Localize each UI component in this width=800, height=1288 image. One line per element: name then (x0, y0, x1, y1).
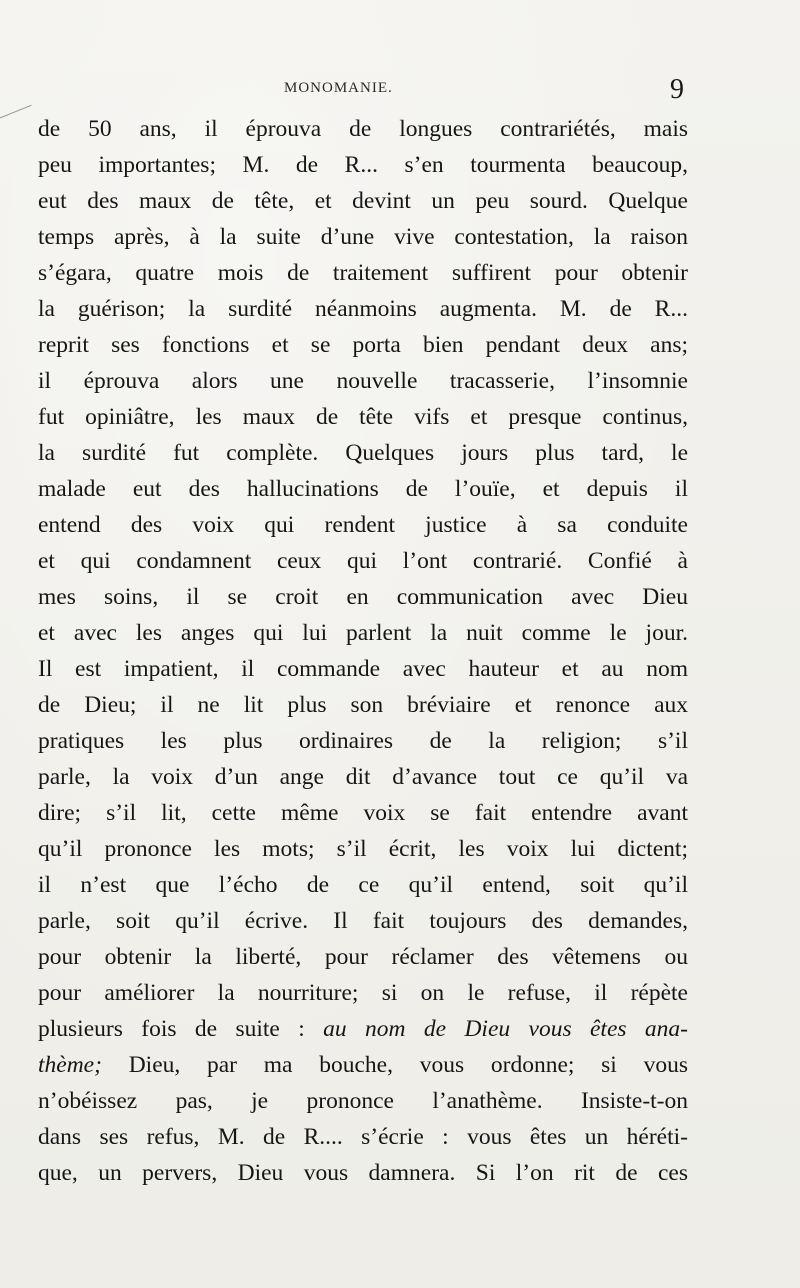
text-line: Il est impatient, il commande avec hauteur et au nom (38, 656, 688, 682)
body-text (38, 111, 688, 1191)
text-line: parle, la voix d’un ange dit d’avance tout ce qu’il va (38, 764, 688, 790)
text-line: de Dieu; il ne lit plus son bréviaire et renonce aux (38, 692, 688, 718)
italic-quote: thème; (38, 1052, 102, 1078)
text-line: dans ses refus, M. de R.... s’écrie : vous êtes un héréti- (38, 1124, 688, 1150)
text-line: eut des maux de tête, et devint un peu sourd. Quelque (38, 188, 688, 214)
text-run: plusieurs fois de suite : (38, 1016, 324, 1042)
text-line: la guérison; la surdité néanmoins augmenta. M. de R... (38, 296, 688, 322)
text-line: pratiques les plus ordinaires de la religion; s’il (38, 728, 688, 754)
text-line: reprit ses fonctions et se porta bien pendant deux ans; (38, 332, 688, 358)
text-line-italic-quote (38, 1011, 688, 1047)
margin-mark (0, 105, 42, 145)
page-header (38, 76, 688, 110)
text-line: malade eut des hallucinations de l’ouïe, et depuis il (38, 476, 688, 502)
text-line: pour améliorer la nourriture; si on le refuse, il répète (38, 980, 688, 1006)
text-line: mes soins, il se croit en communication avec Dieu (38, 584, 688, 610)
text-line: n’obéissez pas, je prononce l’anathème. Insiste-t-on (38, 1088, 688, 1114)
text-line: il n’est que l’écho de ce qu’il entend, soit qu’il (38, 872, 688, 898)
text-line: la surdité fut complète. Quelques jours plus tard, le (38, 440, 688, 466)
page-number: 9 (670, 74, 684, 105)
text-line: parle, soit qu’il écrive. Il fait toujours des demandes, (38, 908, 688, 934)
text-line-italic-quote-end (38, 1047, 688, 1083)
text-line: temps après, à la suite d’une vive contestation, la raison (38, 224, 688, 250)
text-line: entend des voix qui rendent justice à sa conduite (38, 512, 688, 538)
text-line: peu importantes; M. de R... s’en tourmenta beaucoup, (38, 152, 688, 178)
text-run: Dieu, par ma bouche, vous ordonne; si vous (101, 1052, 688, 1078)
running-head: MONOMANIE. (284, 80, 393, 96)
text-line: fut opiniâtre, les maux de tête vifs et presque continus, (38, 404, 688, 430)
text-line: il éprouva alors une nouvelle tracasserie, l’insomnie (38, 368, 688, 394)
text-line: que, un pervers, Dieu vous damnera. Si l’on rit de ces (38, 1160, 688, 1186)
text-line: de 50 ans, il éprouva de longues contrariétés, mais (38, 116, 688, 142)
text-line: pour obtenir la liberté, pour réclamer des vêtemens ou (38, 944, 688, 970)
text-line: qu’il prononce les mots; s’il écrit, les voix lui dictent; (38, 836, 688, 862)
text-line: et avec les anges qui lui parlent la nuit comme le jour. (38, 620, 688, 646)
text-line: s’égara, quatre mois de traitement suffirent pour obtenir (38, 260, 688, 286)
italic-quote: au nom de Dieu vous êtes ana- (323, 1016, 688, 1042)
text-line: et qui condamnent ceux qui l’ont contrarié. Confié à (38, 548, 688, 574)
text-line: dire; s’il lit, cette même voix se fait entendre avant (38, 800, 688, 826)
